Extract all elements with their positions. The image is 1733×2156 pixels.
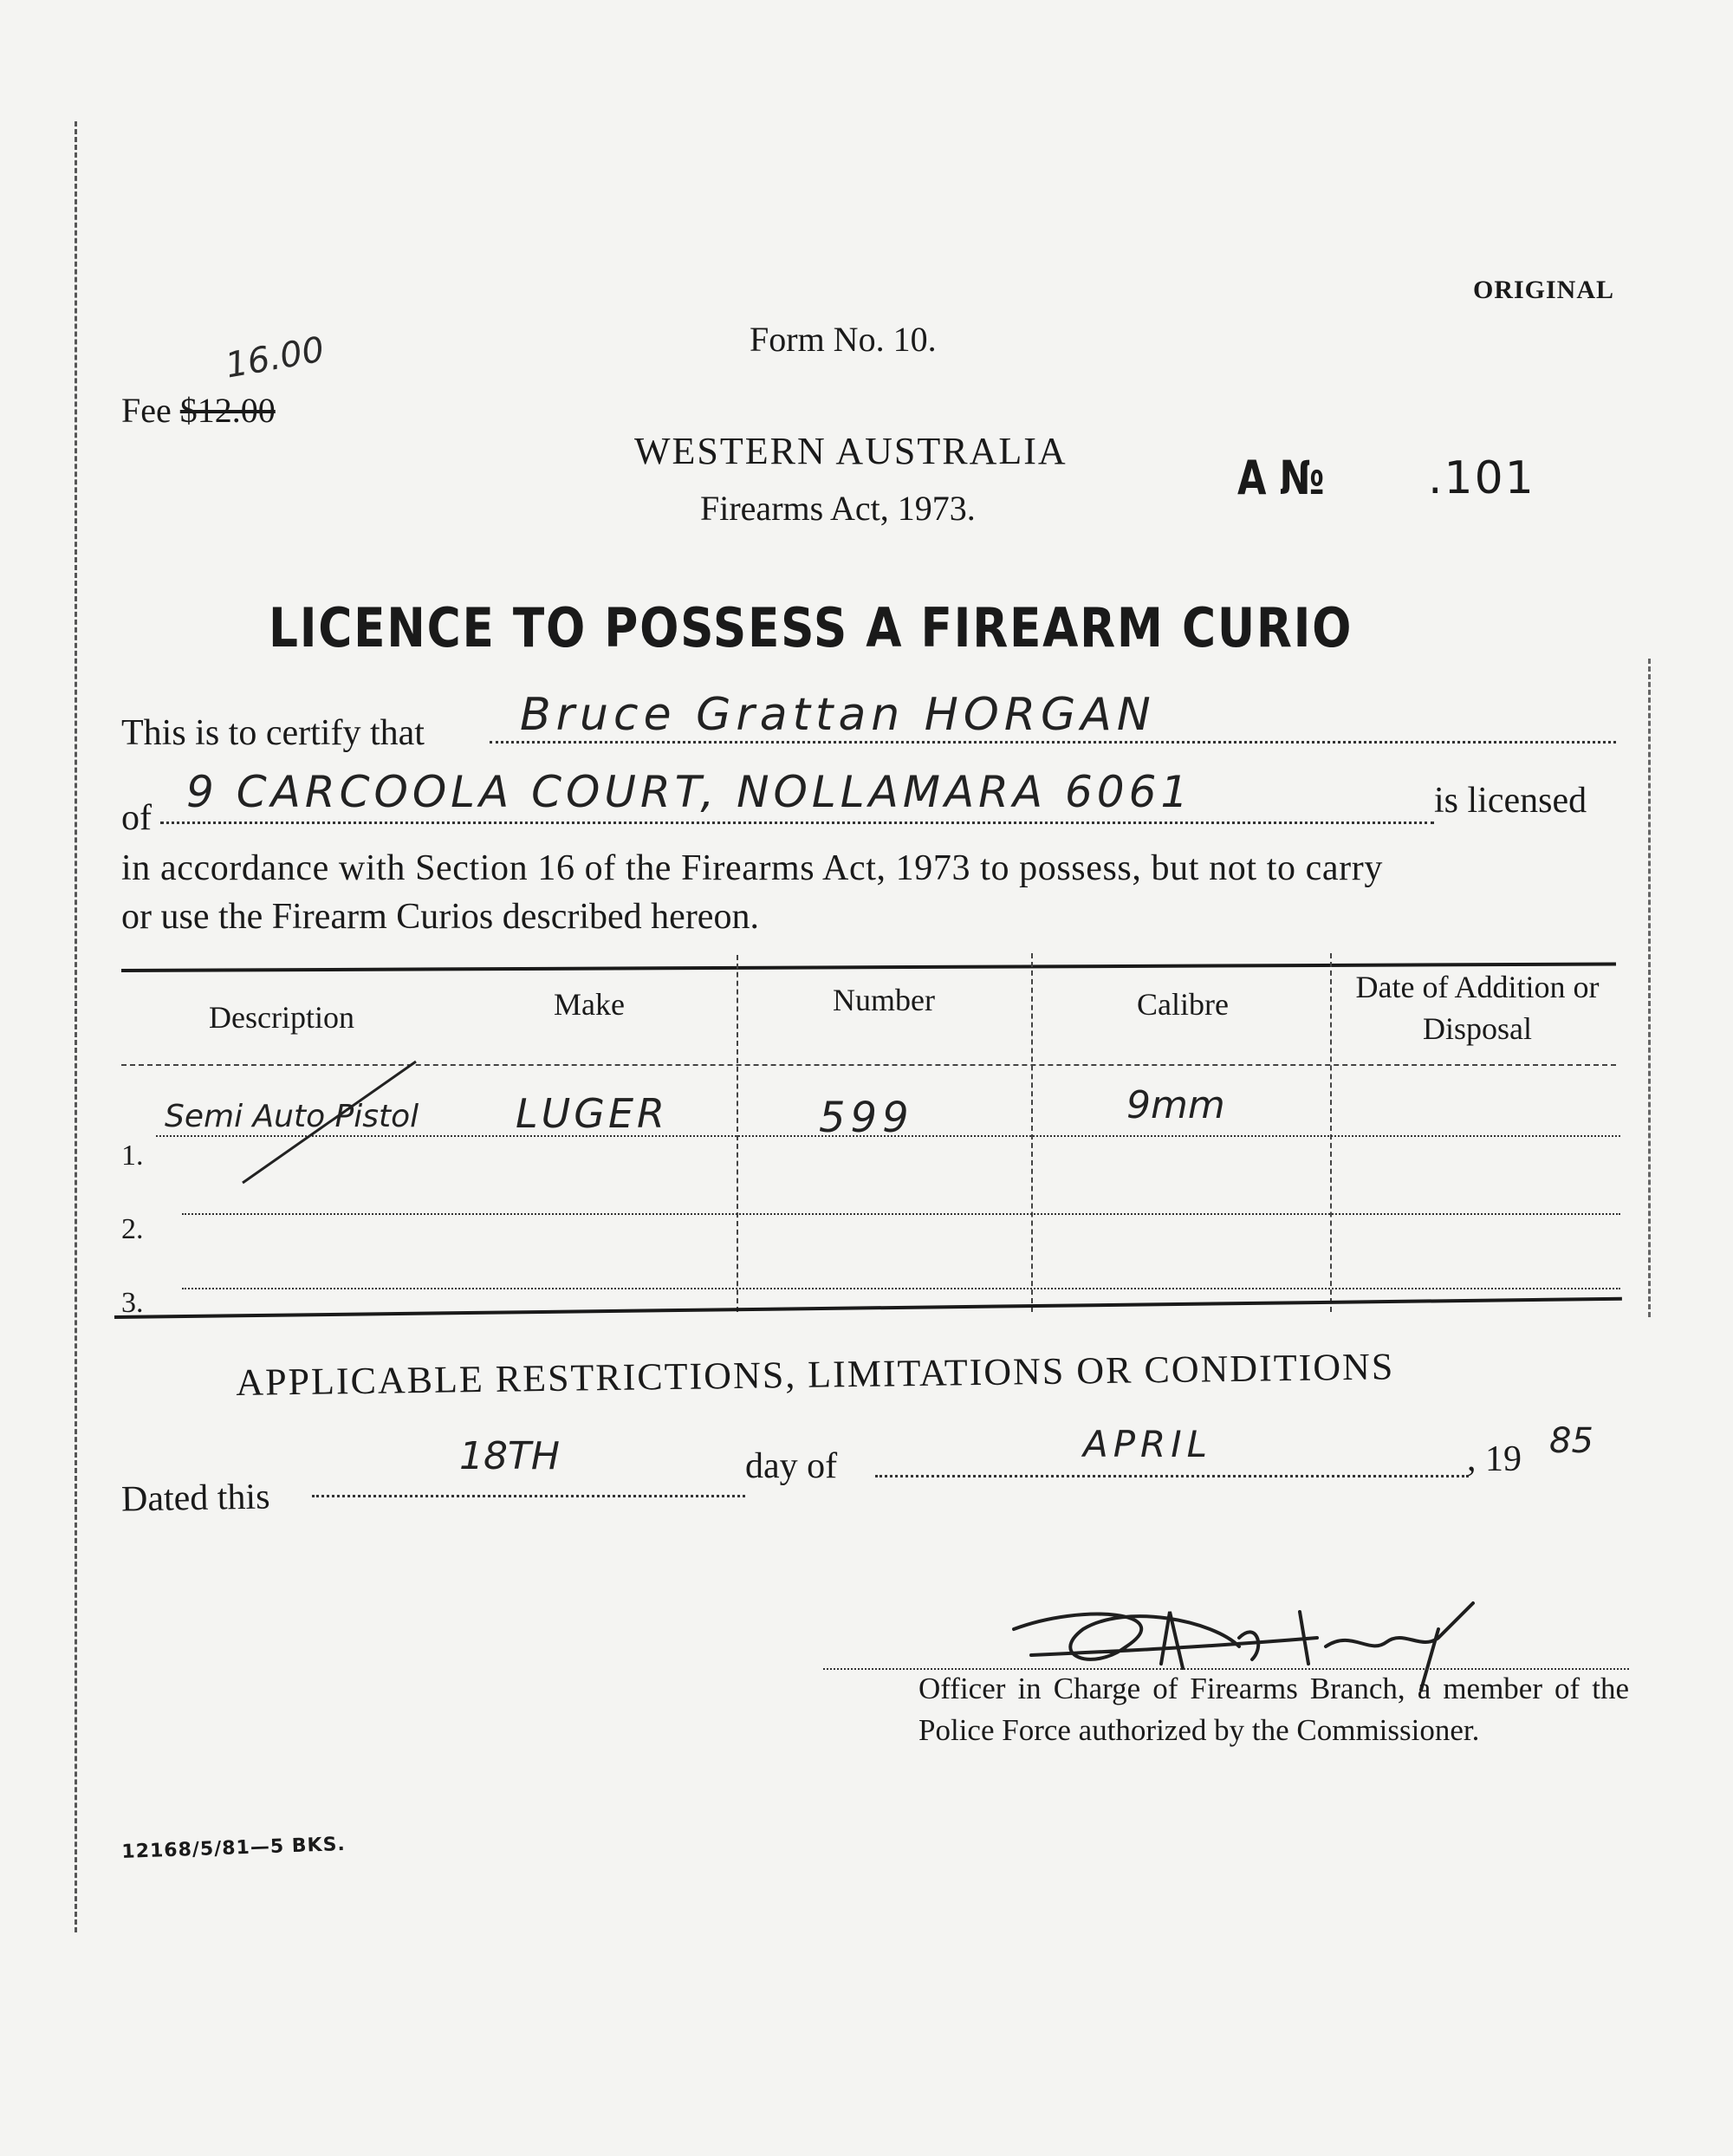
col-description-header: Description (209, 1000, 354, 1035)
dated-year: 85 (1549, 1421, 1593, 1461)
col-divider-1 (737, 955, 738, 1312)
licensed-label: is licensed (1434, 781, 1587, 821)
perforation-right (1648, 659, 1651, 1317)
serial-prefix: A № (1237, 451, 1325, 505)
row-1-calibre: 9mm (1126, 1083, 1225, 1127)
signature-caption: Officer in Charge of Firearms Branch, a member of the Police Force authorized by the Commissioner. (918, 1672, 1629, 1747)
year-prefix: , 19 (1467, 1439, 1522, 1479)
row-3-line (182, 1288, 1620, 1289)
row-1-description: Semi Auto Pistol (165, 1099, 419, 1134)
licence-body-line-1: in accordance with Section 16 of the Firearms Act, 1973 to possess, but not to carry (121, 848, 1383, 888)
table-bottom-rule (114, 1297, 1622, 1319)
perforation-left (75, 121, 77, 1932)
col-make-header: Make (554, 987, 625, 1022)
row-number: 2. (121, 1213, 144, 1245)
serial-number: .101 (1428, 452, 1535, 504)
holder-name: Bruce Grattan HORGAN (520, 689, 1156, 741)
dated-label: Dated this (120, 1477, 270, 1520)
row-number: 1. (121, 1140, 144, 1172)
print-reference: 12168/5/81—5 BKS. (121, 1833, 347, 1863)
dated-month: APRIL (1083, 1423, 1213, 1465)
name-dotted-line (490, 741, 1616, 744)
form-number: Form No. 10. (750, 320, 937, 359)
day-of-label: day of (745, 1446, 838, 1486)
col-calibre-header: Calibre (1137, 987, 1229, 1022)
restrictions-heading: APPLICABLE RESTRICTIONS, LIMITATIONS OR CONDITIONS (236, 1345, 1395, 1404)
row-2-line (182, 1213, 1620, 1215)
dated-day: 18TH (459, 1434, 560, 1478)
holder-address: 9 CARCOOLA COURT, NOLLAMARA 6061 (186, 767, 1193, 817)
pen-stroke (208, 1053, 433, 1192)
col-divider-3 (1330, 953, 1332, 1312)
day-dotted-line (312, 1495, 745, 1497)
col-date-header: Date of Addition or Disposal (1355, 970, 1600, 1046)
of-label: of (121, 798, 152, 838)
fee-original: $12.00 (179, 391, 276, 430)
fee (121, 390, 276, 431)
col-number-header: Number (833, 983, 935, 1017)
address-dotted-line (160, 821, 1434, 824)
state-heading: WESTERN AUSTRALIA (634, 430, 1068, 472)
row-number: 3. (121, 1287, 144, 1319)
copy-label: ORIGINAL (1473, 276, 1615, 304)
certify-intro: This is to certify that (121, 713, 425, 753)
fee-amended: 16.00 (222, 329, 328, 386)
month-dotted-line (875, 1475, 1469, 1477)
licence-body-line-2: or use the Firearm Curios described hereon. (121, 897, 759, 937)
col-divider-2 (1031, 953, 1033, 1312)
row-1-number: 599 (819, 1094, 914, 1142)
fee-label: Fee (121, 391, 172, 430)
act-heading: Firearms Act, 1973. (700, 489, 976, 528)
document-title: LICENCE TO POSSESS A FIREARM CURIO (269, 596, 1353, 659)
row-1-make: LUGER (516, 1090, 668, 1137)
